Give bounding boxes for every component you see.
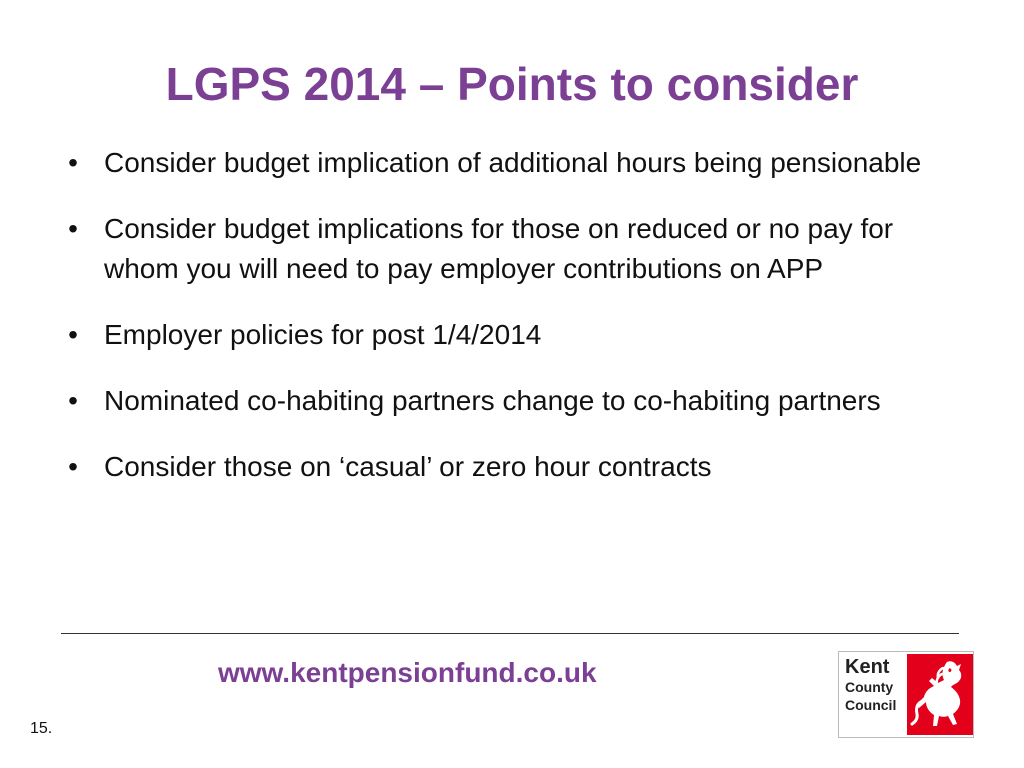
logo-text	[845, 656, 911, 714]
logo-line-council: Council	[845, 697, 897, 713]
slide-title: LGPS 2014 – Points to consider	[165, 58, 859, 110]
bullet-text: Consider those on ‘casual’ or zero hour contracts	[104, 451, 712, 482]
logo-line-county: County	[845, 679, 894, 695]
kent-county-council-logo	[838, 651, 974, 738]
footer-divider	[61, 633, 959, 634]
page-number: 15.	[30, 720, 53, 737]
bullet-marker: •	[68, 213, 78, 244]
bullet-item	[58, 143, 968, 183]
bullet-item	[58, 209, 968, 289]
bullet-marker: •	[68, 385, 78, 416]
bullet-marker: •	[68, 451, 78, 482]
website-link[interactable]: www.kentpensionfund.co.uk	[218, 657, 597, 688]
bullet-list	[58, 143, 968, 513]
bullet-text: Consider budget implications for those on reduced or no pay for whom you will need to pay employer contributions on APP	[104, 213, 894, 284]
bullet-text: Consider budget implication of additional hours being pensionable	[104, 147, 922, 178]
bullet-marker: •	[68, 319, 78, 350]
logo-line-kent: Kent	[845, 656, 890, 678]
bullet-item	[58, 381, 968, 421]
bullet-text: Nominated co-habiting partners change to co-habiting partners	[104, 385, 881, 416]
white-horse-emblem-icon	[907, 654, 973, 735]
bullet-text: Employer policies for post 1/4/2014	[104, 319, 542, 350]
bullet-item	[58, 315, 968, 355]
bullet-item	[58, 447, 968, 487]
bullet-marker: •	[68, 147, 78, 178]
